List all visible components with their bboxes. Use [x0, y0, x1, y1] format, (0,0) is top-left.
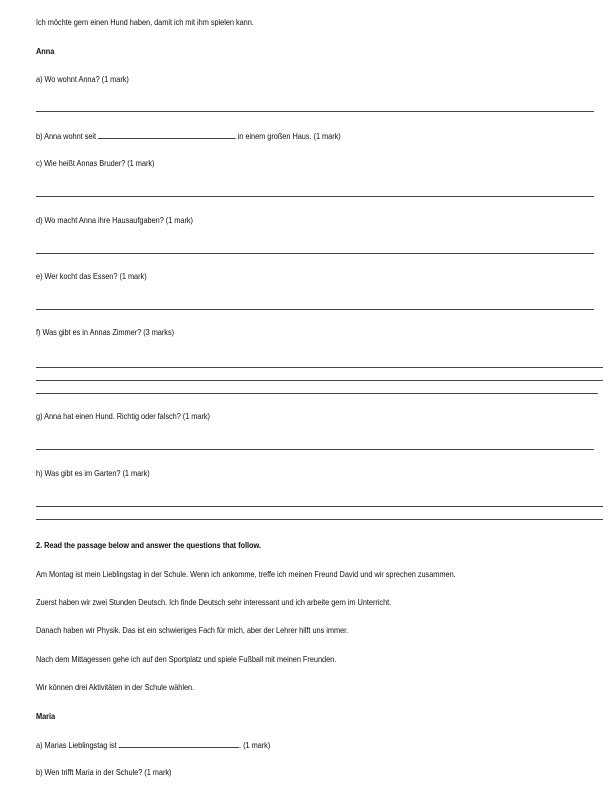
question-e: e) Wer kocht das Essen? (1 mark)	[36, 271, 147, 281]
maria-question-b: b) Wen trifft Maria in der Schule? (1 mark)	[36, 767, 172, 777]
question-b-after: in einem großen Haus. (1 mark)	[237, 131, 341, 141]
maria-answer-blank-a[interactable]	[119, 739, 239, 748]
section-2-heading: 2. Read the passage below and answer the questions that follow.	[36, 540, 261, 550]
passage-line-1: Am Montag ist mein Lieblingstag in der Schule. Wenn ich ankomme, treffe ich meinen Freund David und wir sprechen zusammen.	[36, 569, 456, 579]
question-a: a) Wo wohnt Anna? (1 mark)	[36, 74, 129, 84]
question-b-before: b) Anna wohnt seit	[36, 131, 97, 141]
maria-question-a-after: . (1 mark)	[239, 740, 271, 750]
answer-line-d[interactable]	[36, 253, 594, 254]
question-h: h) Was gibt es im Garten? (1 mark)	[36, 468, 150, 478]
passage-line-4: Nach dem Mittagessen gehe ich auf den Sportplatz und spiele Fußball mit meinen Freunden.	[36, 654, 337, 664]
anna-heading: Anna	[36, 46, 55, 56]
answer-line-e[interactable]	[36, 309, 594, 310]
answer-line-a[interactable]	[36, 111, 594, 112]
maria-question-a-before: a) Marias Lieblingstag ist	[36, 740, 117, 750]
passage-line-3: Danach haben wir Physik. Das ist ein schwieriges Fach für mich, aber der Lehrer hilft uns immer.	[36, 625, 349, 635]
question-d: d) Wo macht Anna ihre Hausaufgaben? (1 mark)	[36, 215, 193, 225]
answer-line-h-2[interactable]	[36, 519, 603, 520]
question-g: g) Anna hat einen Hund. Richtig oder falsch? (1 mark)	[36, 411, 210, 421]
answer-line-f-2[interactable]	[36, 380, 603, 381]
passage-line-5: Wir können drei Aktivitäten in der Schule wählen.	[36, 682, 195, 692]
answer-line-c[interactable]	[36, 196, 594, 197]
answer-line-f-3[interactable]	[36, 393, 598, 394]
maria-heading: Maria	[36, 711, 56, 721]
answer-line-h-1[interactable]	[36, 506, 603, 507]
question-c: c) Wie heißt Annas Bruder? (1 mark)	[36, 158, 155, 168]
answer-blank-b[interactable]	[98, 130, 236, 139]
question-b	[36, 130, 341, 141]
passage-line-2: Zuerst haben wir zwei Stunden Deutsch. Ich finde Deutsch sehr interessant und ich arbeite gern im Unterricht.	[36, 597, 392, 607]
intro-line: Ich möchte gern einen Hund haben, damit ich mit ihm spielen kann.	[36, 17, 254, 27]
answer-line-g[interactable]	[36, 449, 594, 450]
question-f: f) Was gibt es in Annas Zimmer? (3 marks)	[36, 327, 175, 337]
answer-line-f-1[interactable]	[36, 367, 603, 368]
maria-question-a	[36, 739, 270, 750]
